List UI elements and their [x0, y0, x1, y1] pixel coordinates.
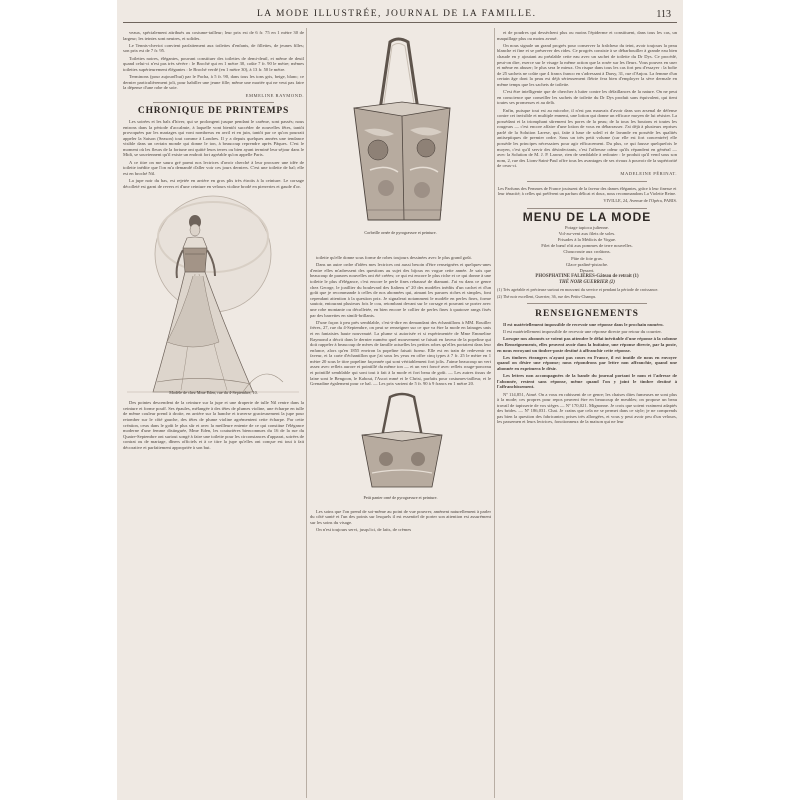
paragraph: Le Tennis-cheviot convient parfaitement aux toilettes d'enfants, de fillettes, de jeunes filles; son prix est de 7 fr. 95.: [123, 42, 304, 54]
paragraph: A ce titre on me saura gré parmi nos lectrices d'avoir cherché à leur procurer une idée de toilette inédite que l'on m'a demandé d'aller voir ces jours derniers. C'est une toilette de bal; elle est en broché Nil.: [123, 159, 304, 176]
section-title: RENSEIGNEMENTS: [535, 309, 639, 320]
menu-footnote: (1) Très agréable et précieuse surtout en mouvant du service et pendant la période de croissance.: [497, 287, 659, 293]
column-3: [497, 30, 677, 800]
menu-title: MENU DE LA MODE: [522, 210, 652, 224]
section-divider: [153, 102, 274, 103]
figure-caption: Modèle de chez Mme Eden, rue du 4-Septembre, 10.: [169, 390, 258, 396]
journal-title: LA MODE ILLUSTRÉE, JOURNAL DE LA FAMILLE.: [257, 9, 537, 19]
paragraph: veaux, spécialement attribués au costume-tailleur; leur prix est de 6 fr. 75 en 1 mètre 30 de largeur; les teintes sont neutres, et solides.: [123, 30, 304, 41]
advertisement-address: VIVILLE, 24, Avenue de l'Opéra, PARIS.: [603, 198, 677, 204]
menu-item: Choucroute aux croûtons.: [563, 249, 611, 255]
paragraph: On nous signale un grand progrès pour conserver la fraîcheur du teint, avoir toujours la peau blanche et fine et se préserver des rides. Ce progrès consiste à se débarbouiller à grande eau bien chaude en y ajoutant au préalable cette eau avec un sachet de toilette du Dr Dys. Ce procédé, peut-on dire, exerce sur le visage la même action que la rosée sur les fleurs. Vous pouvez en user et même en abuser; le plus sera le mieux. On risque dans tous les cas fort peu d'essayer : la boîte de 25 sachets ne coûte que 4 francs franco en s'adressant à Darsy, 31, rue d'Anjou. La femme d'un certain âge dont la peau est déjà sérieusement flétrie fera bien d'employer la sève dermale en même temps que les sachets de toilette.: [497, 42, 677, 87]
paragraph: C'est être intelligente que de chercher à lutter contre les défaillances de la nature. On ne peut en conscience que conseiller les sachets de toilette du Dr Dys produit sans équivalent, qui tient toutes ses promesses et au delà.: [497, 89, 677, 106]
paragraph: Terminons (pour aujourd'hui) par le Pacha, à 5 fr. 90, dans tous les tons gris, beige, blanc; ce dernier particulièrement joli, pour habiller une jeune fille; même une mariée qui ne veut pas faire la dépense d'une robe de soie.: [123, 73, 304, 91]
author-signature: EMMELINE RAYMOND.: [245, 92, 304, 98]
paragraph: et de poudres qui dessèchent plus ou moins l'épiderme et constituent, dans tous les cas, un maquillage plus ou moins avoué.: [497, 30, 677, 41]
section-divider: [527, 208, 647, 209]
column-divider: [306, 28, 307, 798]
menu-item: Dessert.: [579, 268, 595, 274]
section-title: CHRONIQUE DE PRINTEMPS: [137, 106, 290, 117]
basket-illustration: [310, 391, 491, 509]
fashion-illustration: [123, 192, 304, 400]
advertisement: Les Parfums des Femmes de France jouissent de la faveur des dames élégantes, grâce à leur finesse et leur ténacité; à celles qui préfèrent un parfum délicat et doux, nous recommandons La Violette Reine.: [497, 185, 677, 197]
paragraph: Les soirées et les bals d'hiver, qui se prolongent jusque pendant le carême, sont passés; nous entrons dans la période d'accalmie, à laquelle vont bientôt succéder de nouvelles fêtes, tantôt provoquées par les mariages qui vont nombreux en avril et en juin, tantôt par ce qu'on pourrait appeler la Saison (Season) tout comme à Londres. Il y a depuis quelques années une tendance visible dans un certain monde qui donne le ton, à beaucoup reprendre après Pâques. C'est le moment où les fleurs de la fortune ont quitté leurs terres ou bien ayant terminé leur séjour dans le Midi, se souviennent qu'il existe un endroit fort agréable qu'on appelle Paris.: [123, 118, 304, 158]
menu-sponsor: THÉ NOIR GUERRIER (2): [559, 279, 615, 285]
paragraph: toilette qu'elle donne sous forme de robes toujours dessinées avec le plus grand goût.: [316, 255, 472, 260]
paragraph: Nº 114,851, Aimé. On a vous en rabissent de ce genre; les chaises dites fumeuses ne sont plus à la mode; ces propres pour repos peuvent être en beaucoup de meubles; on propose un beau travail de tapisserie de vos sièges — Nº 170,021. Mignonne. Je crois que soient vraiment adaptés des brides. — Nº 186,031. Chat. Je crains que cela ne se permet dans ce style; je ne comprends pas bien la question des fabricantes; prises très allongées, et vous y peut avoir peu d'un velours, les passemen et leurs lectrices, fonctionneux de la maison qui ne leur: [497, 391, 677, 425]
paragraph: Il est matériellement impossible de recevoir une réponse directe par retour du courrier.: [503, 329, 662, 335]
paragraph: Lorsque nos abonnés se voient pas attendre le délai inévitable d'une réponse à la colonne des Renseignements, elles peuvent avoir dans la huitaine, une réponse directe, par la poste, en nous envoyant un timbre-poste destiné à affranchir cette réponse.: [497, 336, 677, 353]
page-number: 113: [656, 9, 671, 20]
basket-illustration: [310, 30, 491, 255]
menu-item: Pâte de foie gras.: [571, 255, 603, 261]
menu-item: Potage tapioca julienne.: [564, 224, 609, 230]
paragraph: On n'est toujours servi, jusqu'ici, de laits, de crèmes: [316, 527, 412, 533]
menu-footnote: (2) Thé noir excellent, Guerrier, 36, rue des Petits-Champs.: [497, 294, 597, 300]
figure-caption: Petit panier orné de pyrogravure et peinture.: [363, 494, 438, 500]
menu-sponsor: PHOSPHATINE FALIÈRES-Gâteau de retrait (1): [535, 274, 639, 280]
menu-item: Frisades à la Médicis de Vogue.: [557, 237, 617, 242]
menu-item: Vol-au-vent aux filets de soles.: [558, 230, 616, 236]
paragraph: Des pointes descendent de la ceinture sur la jupe et une draperie de tulle Nil rentre dans la ceinture et forme pouff. Ses épaules, mélangée à des têtes de plumes violine, une écharpe en tulle de même couleur prend à droite, en arrière sur la hanche et traverse gracieusement la jupe pour retomber sur le côté gauche, des têtes de plume violine agrémentent cette écharpe. Par cette création, ceux dans le goût le plus sûr et avec la meilleure entente de ce qui constitue l'élégance moderne d'une femme distinguée, Mme Eden, les couturières bienconnues du 16 de la rue du Quatre-Septembre ont surtout songé à faire une toilette pour les circonstances d'apparat, soirées de contrat ou de mariage, dîners officiels et à ce titre la jupe qu'elles ont conçue est tout à fait décorative et parfaitement appropriée à son but.: [123, 400, 304, 450]
section-divider: [527, 303, 647, 304]
figure-caption: Corbeille ornée de pyrogravure et peinture.: [364, 230, 437, 235]
magazine-page: [117, 0, 683, 800]
paragraph: Les timbres étrangers n'ayant pas cours en France, il est inutile de nous en envoyer quand on désire une réponse; nous répondrons par lettre non affranchie, quand une abonnée en exprimera le désir.: [497, 354, 677, 371]
header-rule: [123, 22, 677, 23]
column-1: [123, 30, 304, 800]
paragraph: La jupe noir du bas, est rejetée en arrière en gros plis très étroits à la ceinture. Le corsage décolleté est garni de revers et d'une ceinture en velours violine brodé en pierreries et gaude d'or.: [123, 178, 304, 189]
paragraph: Enfin, puisque tout est au microbe, il n'est pas mauvais d'avoir dans son arsenal de défense contre cet invisible et multiple ennemi, une lotion qui donne un efficace moyen de lui résister. La possédant et la triomphant sûrement les pores de la peau; de la toux les boutons et toutes les rougeurs — c'est encore affaire d'une lotion de vous en débarrasser. J'ai déjà à plusieurs reprises parlé de la Solution Larese, qui, faite à base de soleil et de lavande en possède les qualités antiseptiques de premier ordre. Sous un très petit volume (car elle est fort concentrée) elle possède les principes nécessaires pour agir efficacement. Du plus, ce qui fausse quelquefois le moyen, c'est qu'il servir des désinfectants, c'est l'affreuse odeur qu'ils répandent en général — avec la Solution de M. J. P. Larose, rien de semblable à redouter : le produit qu'il vend sous son nom, 2, rue des Lions-Saint-Paul offre tous les avantages de ses rivaux à pouvoir de la supériorité de ceux-ci.: [497, 107, 677, 169]
menu-item: Glace praliné-pistache.: [565, 261, 609, 267]
column-2: [310, 30, 491, 800]
column-divider: [494, 28, 495, 798]
paragraph: Toilettes noires, élégantes, pouvant constituer des toilettes de demi-deuil, et même de deuil quand celui-ci n'est pas très sévère : le Broché qui en 1 mètre 30, coûte 7 fr. 90 le mètre; mêmes toilettes supérieurement élégantes : le Broché verdé (en 1 mètre 30), à 13 fr. 50 le mètre.: [123, 55, 304, 72]
paragraph: Dans un autre ordre d'idées mes lectrices ont aussi besoin d'être renseignées et quelques-unes d'entre elles m'adressent des questions au sujet des bijoux en vogue cette année. Je sais que beaucoup de parures nouvelles ont été créées; ce qui est encore le plus riche et ce qui donne à une toilette le plus d'élégance, c'est encore le perle fines rehaussé de diamant. J'ai vu dans ce genre chez George, le joaillier du boulevard des Italiens nº 20 des modèles inédits d'un cachet et d'un goût que je recommande à celles de nos abonnées qui, aimant les parures riches et simples, font cependant attention à la question prix. Je signalerai notamment le modèle en perles fines, forme sautoir, entourant plusieurs fois le cou, retombant devant sur le corsage et pouvant se porter avec une robe montante ou décolletée, en bien encore le collier de perles fines à quatorze rangs fixés par des barrettes en simili-brillants.: [310, 262, 491, 318]
paragraph: D'une façon à peu près semblable, c'est-à-dire en demandant des échantillons à MM. Rouiller frères, 27, rue du 4-Septembre, on peut se renseigner sur ce que va être la mode en lainages unis et en fantaisies haute nouveauté. La plume si autorisée et si expérimentée de Mme Emmeline Raymond a décrit dans le dernier numéro quel mouvement se faisait en faveur de la popeline qui doit rappeler à beaucoup de mères de famille actuelles les petites robes qu'elles portaient dans leur enfance, alors qu'en 1855 environ la popeline faisait fureur. Elle est en train de redevenir en faveur, et la carte d'échantillon que j'ai sous les yeux en offre cinq types à 7 fr. 25 le mètre en 1 mètre 20 sous le titre popeline façonnée qui sont véritablement fort jolis. J'aime beaucoup un vert assez avec reflets aurore et pointillé du même ton — et un vert foncé avec reflets rouge-ponceau et pointillé semblable qui sont tout à fait à la mode et fort beau de goût. — Les autres tissus de laine sont le Bengoon, le Kabout, l'Ascot mmé et le Christ, parfaits pour costumes-tailleur, et le Grenadine également pour ce bal. — Les prix varient de 5 fr. 90 à 9 francs en 1 mètre 20.: [310, 319, 491, 387]
section-divider: [527, 181, 647, 182]
paragraph: Les soins que l'on prend de soi-même au point de vue pouvrer, amènent naturellement à parler du côté santé et l'un des points sur lesquels il est essentiel de porter son attention est assurément sur les soins du visage.: [310, 508, 491, 526]
paragraph: Les lettres non accompagnées de la bande du journal portant le nom et l'adresse de l'abonnée, restent sans réponse, même quand l'on y joint le timbre destiné à l'affranchissement.: [497, 373, 677, 390]
paragraph: Il est matériellement impossible de recevoir une réponse dans le prochain numéro.: [503, 322, 664, 327]
author-signature: MADELEINE PÉRINAT.: [620, 171, 677, 177]
menu-item: Filet de bœuf rôti aux pommes de terre nouvelles.: [541, 243, 633, 249]
